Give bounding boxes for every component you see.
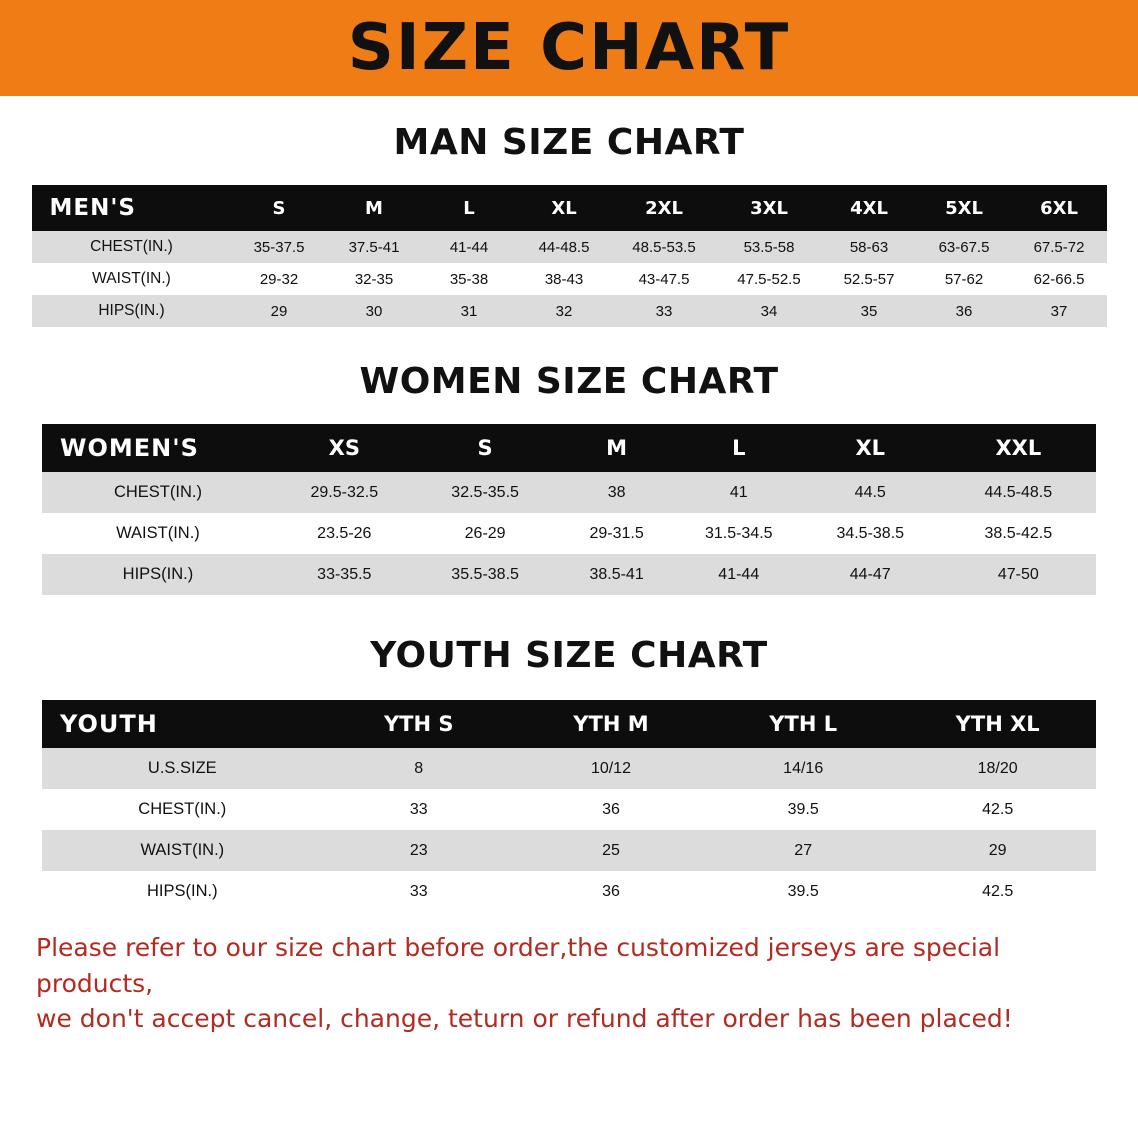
cell: 53.5-58 xyxy=(717,231,822,263)
cell: 41-44 xyxy=(678,554,800,595)
row-label: HIPS(IN.) xyxy=(32,295,232,327)
men-size-table xyxy=(32,185,1107,327)
cell: 57-62 xyxy=(917,263,1012,295)
row-label: HIPS(IN.) xyxy=(42,554,274,595)
table-header-row xyxy=(42,424,1096,472)
cell: 48.5-53.5 xyxy=(612,231,717,263)
cell: 29-31.5 xyxy=(556,513,678,554)
column-header: YTH M xyxy=(515,700,707,748)
cell: 44-47 xyxy=(800,554,941,595)
cell: 36 xyxy=(515,871,707,912)
man-section-heading: MAN SIZE CHART xyxy=(393,122,745,163)
cell: 44-48.5 xyxy=(517,231,612,263)
page-title: SIZE CHART xyxy=(347,11,791,85)
cell: 63-67.5 xyxy=(917,231,1012,263)
youth-section-heading: YOUTH SIZE CHART xyxy=(370,635,768,676)
table-row xyxy=(42,789,1096,830)
cell: 23 xyxy=(323,830,515,871)
cell: 29.5-32.5 xyxy=(274,472,415,513)
cell: 37 xyxy=(1012,295,1107,327)
cell: 18/20 xyxy=(899,748,1096,789)
cell: 47.5-52.5 xyxy=(717,263,822,295)
cell: 33 xyxy=(323,789,515,830)
cell: 26-29 xyxy=(415,513,556,554)
cell: 41 xyxy=(678,472,800,513)
table-row xyxy=(32,263,1107,295)
men-row-header: MEN'S xyxy=(32,185,232,231)
cell: 32-35 xyxy=(327,263,422,295)
cell: 62-66.5 xyxy=(1012,263,1107,295)
table-row xyxy=(42,830,1096,871)
cell: 29-32 xyxy=(232,263,327,295)
youth-row-header: YOUTH xyxy=(42,700,323,748)
cell: 38.5-42.5 xyxy=(941,513,1096,554)
column-header: XL xyxy=(800,424,941,472)
column-header: M xyxy=(327,185,422,231)
cell: 38 xyxy=(556,472,678,513)
cell: 35.5-38.5 xyxy=(415,554,556,595)
policy-note-line-2: we don't accept cancel, change, teturn or refund after order has been placed! xyxy=(36,1004,1013,1033)
cell: 44.5 xyxy=(800,472,941,513)
cell: 47-50 xyxy=(941,554,1096,595)
cell: 37.5-41 xyxy=(327,231,422,263)
cell: 25 xyxy=(515,830,707,871)
table-row xyxy=(42,871,1096,912)
cell: 58-63 xyxy=(822,231,917,263)
cell: 52.5-57 xyxy=(822,263,917,295)
women-section-heading: WOMEN SIZE CHART xyxy=(359,361,779,402)
cell: 29 xyxy=(232,295,327,327)
cell: 34 xyxy=(717,295,822,327)
column-header: XS xyxy=(274,424,415,472)
cell: 42.5 xyxy=(899,789,1096,830)
table-header-row xyxy=(32,185,1107,231)
cell: 35-38 xyxy=(422,263,517,295)
cell: 36 xyxy=(515,789,707,830)
cell: 33 xyxy=(323,871,515,912)
row-label: CHEST(IN.) xyxy=(32,231,232,263)
column-header: M xyxy=(556,424,678,472)
column-header: YTH XL xyxy=(899,700,1096,748)
cell: 42.5 xyxy=(899,871,1096,912)
table-row xyxy=(42,472,1096,513)
column-header: S xyxy=(415,424,556,472)
cell: 41-44 xyxy=(422,231,517,263)
column-header: 6XL xyxy=(1012,185,1107,231)
table-row xyxy=(42,554,1096,595)
policy-note xyxy=(36,930,1102,1037)
row-label: HIPS(IN.) xyxy=(42,871,323,912)
cell: 35 xyxy=(822,295,917,327)
column-header: S xyxy=(232,185,327,231)
cell: 34.5-38.5 xyxy=(800,513,941,554)
cell: 39.5 xyxy=(707,871,899,912)
cell: 8 xyxy=(323,748,515,789)
table-row xyxy=(32,231,1107,263)
women-size-table xyxy=(42,424,1096,595)
cell: 10/12 xyxy=(515,748,707,789)
youth-size-table xyxy=(42,700,1096,912)
column-header: YTH S xyxy=(323,700,515,748)
column-header: L xyxy=(422,185,517,231)
column-header: YTH L xyxy=(707,700,899,748)
cell: 29 xyxy=(899,830,1096,871)
cell: 44.5-48.5 xyxy=(941,472,1096,513)
table-header-row xyxy=(42,700,1096,748)
cell: 36 xyxy=(917,295,1012,327)
column-header: XXL xyxy=(941,424,1096,472)
banner xyxy=(0,0,1138,96)
cell: 67.5-72 xyxy=(1012,231,1107,263)
cell: 32.5-35.5 xyxy=(415,472,556,513)
cell: 38-43 xyxy=(517,263,612,295)
column-header: 2XL xyxy=(612,185,717,231)
cell: 38.5-41 xyxy=(556,554,678,595)
table-row xyxy=(32,295,1107,327)
cell: 31 xyxy=(422,295,517,327)
cell: 23.5-26 xyxy=(274,513,415,554)
row-label: CHEST(IN.) xyxy=(42,472,274,513)
column-header: 5XL xyxy=(917,185,1012,231)
row-label: WAIST(IN.) xyxy=(42,513,274,554)
cell: 31.5-34.5 xyxy=(678,513,800,554)
cell: 32 xyxy=(517,295,612,327)
column-header: L xyxy=(678,424,800,472)
table-row xyxy=(42,748,1096,789)
row-label: U.S.SIZE xyxy=(42,748,323,789)
column-header: 4XL xyxy=(822,185,917,231)
policy-note-line-1: Please refer to our size chart before order,the customized jerseys are special products, xyxy=(36,933,1001,998)
cell: 14/16 xyxy=(707,748,899,789)
row-label: WAIST(IN.) xyxy=(32,263,232,295)
row-label: WAIST(IN.) xyxy=(42,830,323,871)
table-row xyxy=(42,513,1096,554)
column-header: XL xyxy=(517,185,612,231)
row-label: CHEST(IN.) xyxy=(42,789,323,830)
cell: 33-35.5 xyxy=(274,554,415,595)
cell: 33 xyxy=(612,295,717,327)
cell: 27 xyxy=(707,830,899,871)
cell: 35-37.5 xyxy=(232,231,327,263)
cell: 43-47.5 xyxy=(612,263,717,295)
column-header: 3XL xyxy=(717,185,822,231)
cell: 30 xyxy=(327,295,422,327)
cell: 39.5 xyxy=(707,789,899,830)
women-row-header: WOMEN'S xyxy=(42,424,274,472)
